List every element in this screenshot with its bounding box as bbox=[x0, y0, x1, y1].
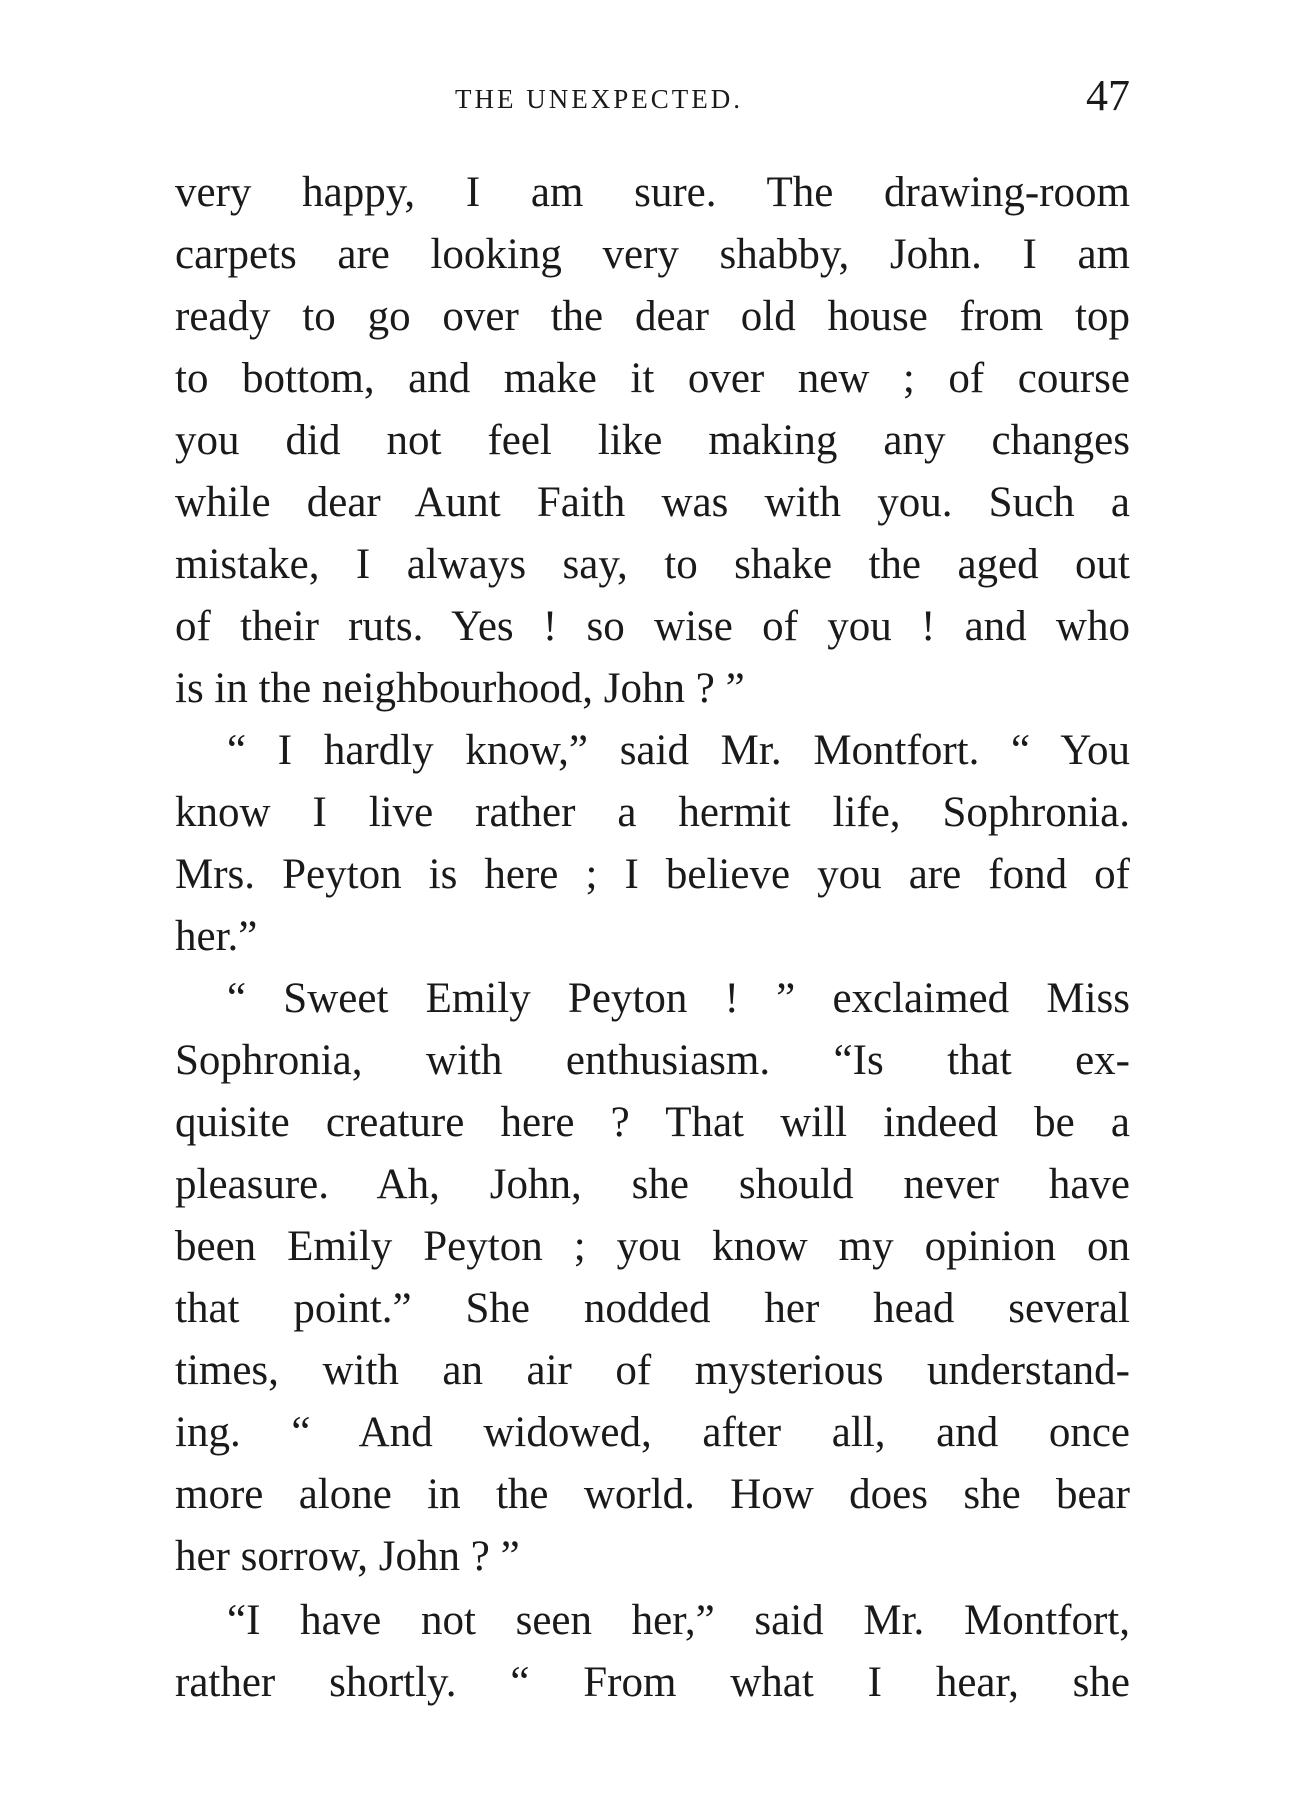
body-text bbox=[175, 162, 1130, 1714]
text-line: know I live rather a hermit life, Sophronia. bbox=[175, 789, 1130, 836]
text-line: mistake, I always say, to shake the aged out bbox=[175, 541, 1130, 588]
text-line: while dear Aunt Faith was with you. Such a bbox=[175, 479, 1130, 526]
text-line: to bottom, and make it over new ; of course bbox=[175, 355, 1130, 402]
text-line: her.” bbox=[175, 913, 258, 960]
text-line: is in the neighbourhood, John ? ” bbox=[175, 665, 745, 712]
text-line: quisite creature here ? That will indeed be a bbox=[175, 1099, 1130, 1146]
text-line: rather shortly. “ From what I hear, she bbox=[175, 1659, 1130, 1706]
text-line: more alone in the world. How does she bear bbox=[175, 1471, 1130, 1518]
text-line: ready to go over the dear old house from top bbox=[175, 293, 1130, 340]
chapter-title: THE UNEXPECTED. bbox=[455, 84, 743, 114]
text-line: ing. “ And widowed, after all, and once bbox=[175, 1409, 1130, 1456]
text-line: that point.” She nodded her head several bbox=[175, 1285, 1130, 1332]
text-line: carpets are looking very shabby, John. I am bbox=[175, 231, 1130, 278]
text-line: “ I hardly know,” said Mr. Montfort. “ You bbox=[227, 727, 1130, 774]
text-line: her sorrow, John ? ” bbox=[175, 1533, 520, 1580]
text-line: you did not feel like making any changes bbox=[175, 417, 1130, 464]
text-line: times, with an air of mysterious understand- bbox=[175, 1347, 1130, 1394]
text-line: of their ruts. Yes ! so wise of you ! and who bbox=[175, 603, 1130, 650]
text-line: pleasure. Ah, John, she should never have bbox=[175, 1161, 1130, 1208]
text-line: been Emily Peyton ; you know my opinion on bbox=[175, 1223, 1130, 1270]
text-line: Sophronia, with enthusiasm. “Is that ex- bbox=[175, 1037, 1130, 1084]
page-number: 47 bbox=[1086, 71, 1130, 120]
text-line: very happy, I am sure. The drawing-room bbox=[175, 169, 1130, 216]
text-line: “ Sweet Emily Peyton ! ” exclaimed Miss bbox=[227, 975, 1130, 1022]
text-line: Mrs. Peyton is here ; I believe you are fond of bbox=[175, 851, 1130, 898]
running-head bbox=[175, 70, 1130, 130]
text-line: “I have not seen her,” said Mr. Montfort, bbox=[227, 1597, 1130, 1644]
